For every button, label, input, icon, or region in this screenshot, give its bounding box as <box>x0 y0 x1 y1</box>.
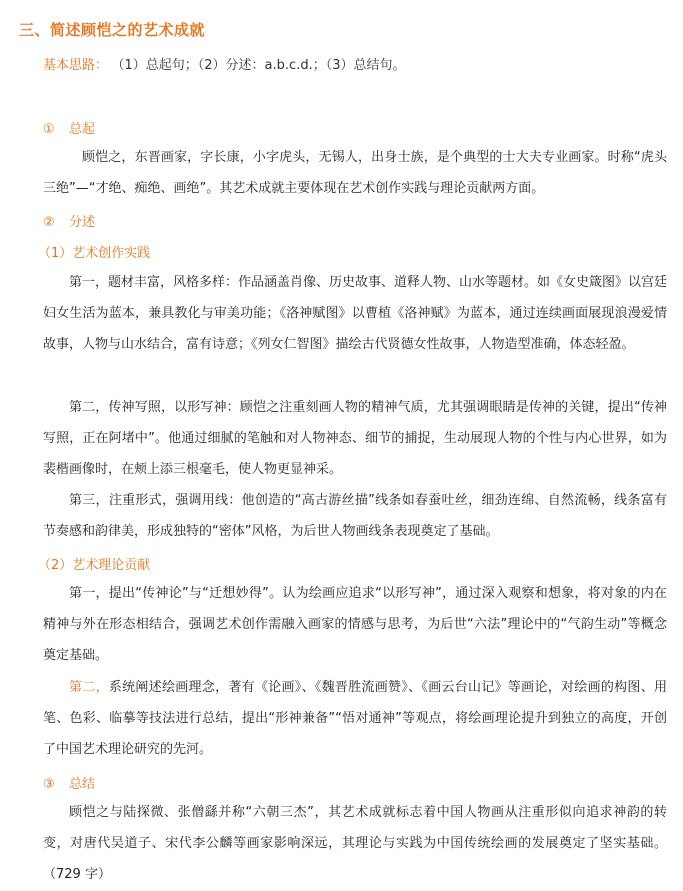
section-heading-details <box>43 211 95 230</box>
paragraph-intro: 顾恺之，东晋画家，字长康，小字虎头，无锡人，出身士族，是个典型的士大夫专业画家。时称“虎头三绝”—“才绝、痴绝、画绝”。其艺术成就主要体现在艺术创作实践与理论贡献两方面。 <box>43 150 667 197</box>
paragraph-practice-3: 第三，注重形式，强调用线：他创造的“高古游丝描”线条如春蚕吐丝，细劲连绵、自然流畅，线条富有节奏感和韵律美，形成独特的“密体”风格，为后世人物画线条表现奠定了基础。 <box>43 493 667 540</box>
subsection-heading-theory: （2）艺术理论贡献 <box>38 558 151 573</box>
paragraph-theory-1: 第一，提出“传神论”与“迁想妙得”。认为绘画应追求“以形写神”，通过深入观察和想象，将对象的内在精神与外在形态相结合，强调艺术创作需融入画家的情感与思考，为后世“六法”理论中的“气韵生动”等概念奠定基础。 <box>43 586 667 664</box>
paragraph-practice-2: 第二，传神写照，以形写神：顾恺之注重刻画人物的精神气质，尤其强调眼睛是传神的关键，提出“传神写照，正在阿堵中”。他通过细腻的笔触和对人物神态、细节的捕捉，生动展现人物的个性与内心世界，如为裴楷画像时，在颊上添三根毫毛，使人物更显神采。 <box>43 400 667 478</box>
paragraph-lead-highlight: 第二， <box>69 680 109 695</box>
approach-line <box>43 54 405 73</box>
page-title: 三、简述顾恺之的艺术成就 <box>19 21 206 39</box>
section-number: ③ <box>43 777 55 792</box>
paragraph-practice-1: 第一，题材丰富，风格多样：作品涵盖肖像、历史故事、道释人物、山水等题材。如《女史箴图》以宫廷妇女生活为蓝本，兼具教化与审美功能；《洛神赋图》以曹植《洛神赋》为蓝本，通过连续画面展现浪漫爱情故事，人物与山水结合，富有诗意；《列女仁智图》描绘古代贤德女性故事，人物造型准确，体态轻盈。 <box>43 275 668 353</box>
section-number: ② <box>43 215 55 230</box>
subsection-heading-practice: （1）艺术创作实践 <box>38 246 151 261</box>
section-label: 分述 <box>69 215 96 230</box>
section-heading-conclusion <box>43 773 95 792</box>
section-label: 总结 <box>69 777 96 792</box>
approach-text: （1）总起句；（2）分述：a.b.c.d.；（3）总结句。 <box>118 58 406 73</box>
paragraph-theory-2 <box>43 672 667 766</box>
section-heading-overview <box>43 118 95 137</box>
section-number: ① <box>43 122 55 137</box>
paragraph-conclusion: 顾恺之与陆探微、张僧繇并称“六朝三杰”，其艺术成就标志着中国人物画从注重形似向追求神韵的转变，对唐代吴道子、宋代李公麟等画家影响深远，其理论与实践为中国传统绘画的发展奠定了坚实基础。（729 字） <box>43 805 667 883</box>
section-label: 总起 <box>69 122 96 137</box>
approach-label: 基本思路： <box>43 58 109 73</box>
paragraph-body: 系统阐述绘画理念，著有《论画》、《魏晋胜流画赞》、《画云台山记》等画论，对绘画的构图、用笔、色彩、临摹等技法进行总结，提出“形神兼备”“悟对通神”等观点，将绘画理论提升到独立的高度，开创了中国艺术理论研究的先河。 <box>43 680 667 758</box>
